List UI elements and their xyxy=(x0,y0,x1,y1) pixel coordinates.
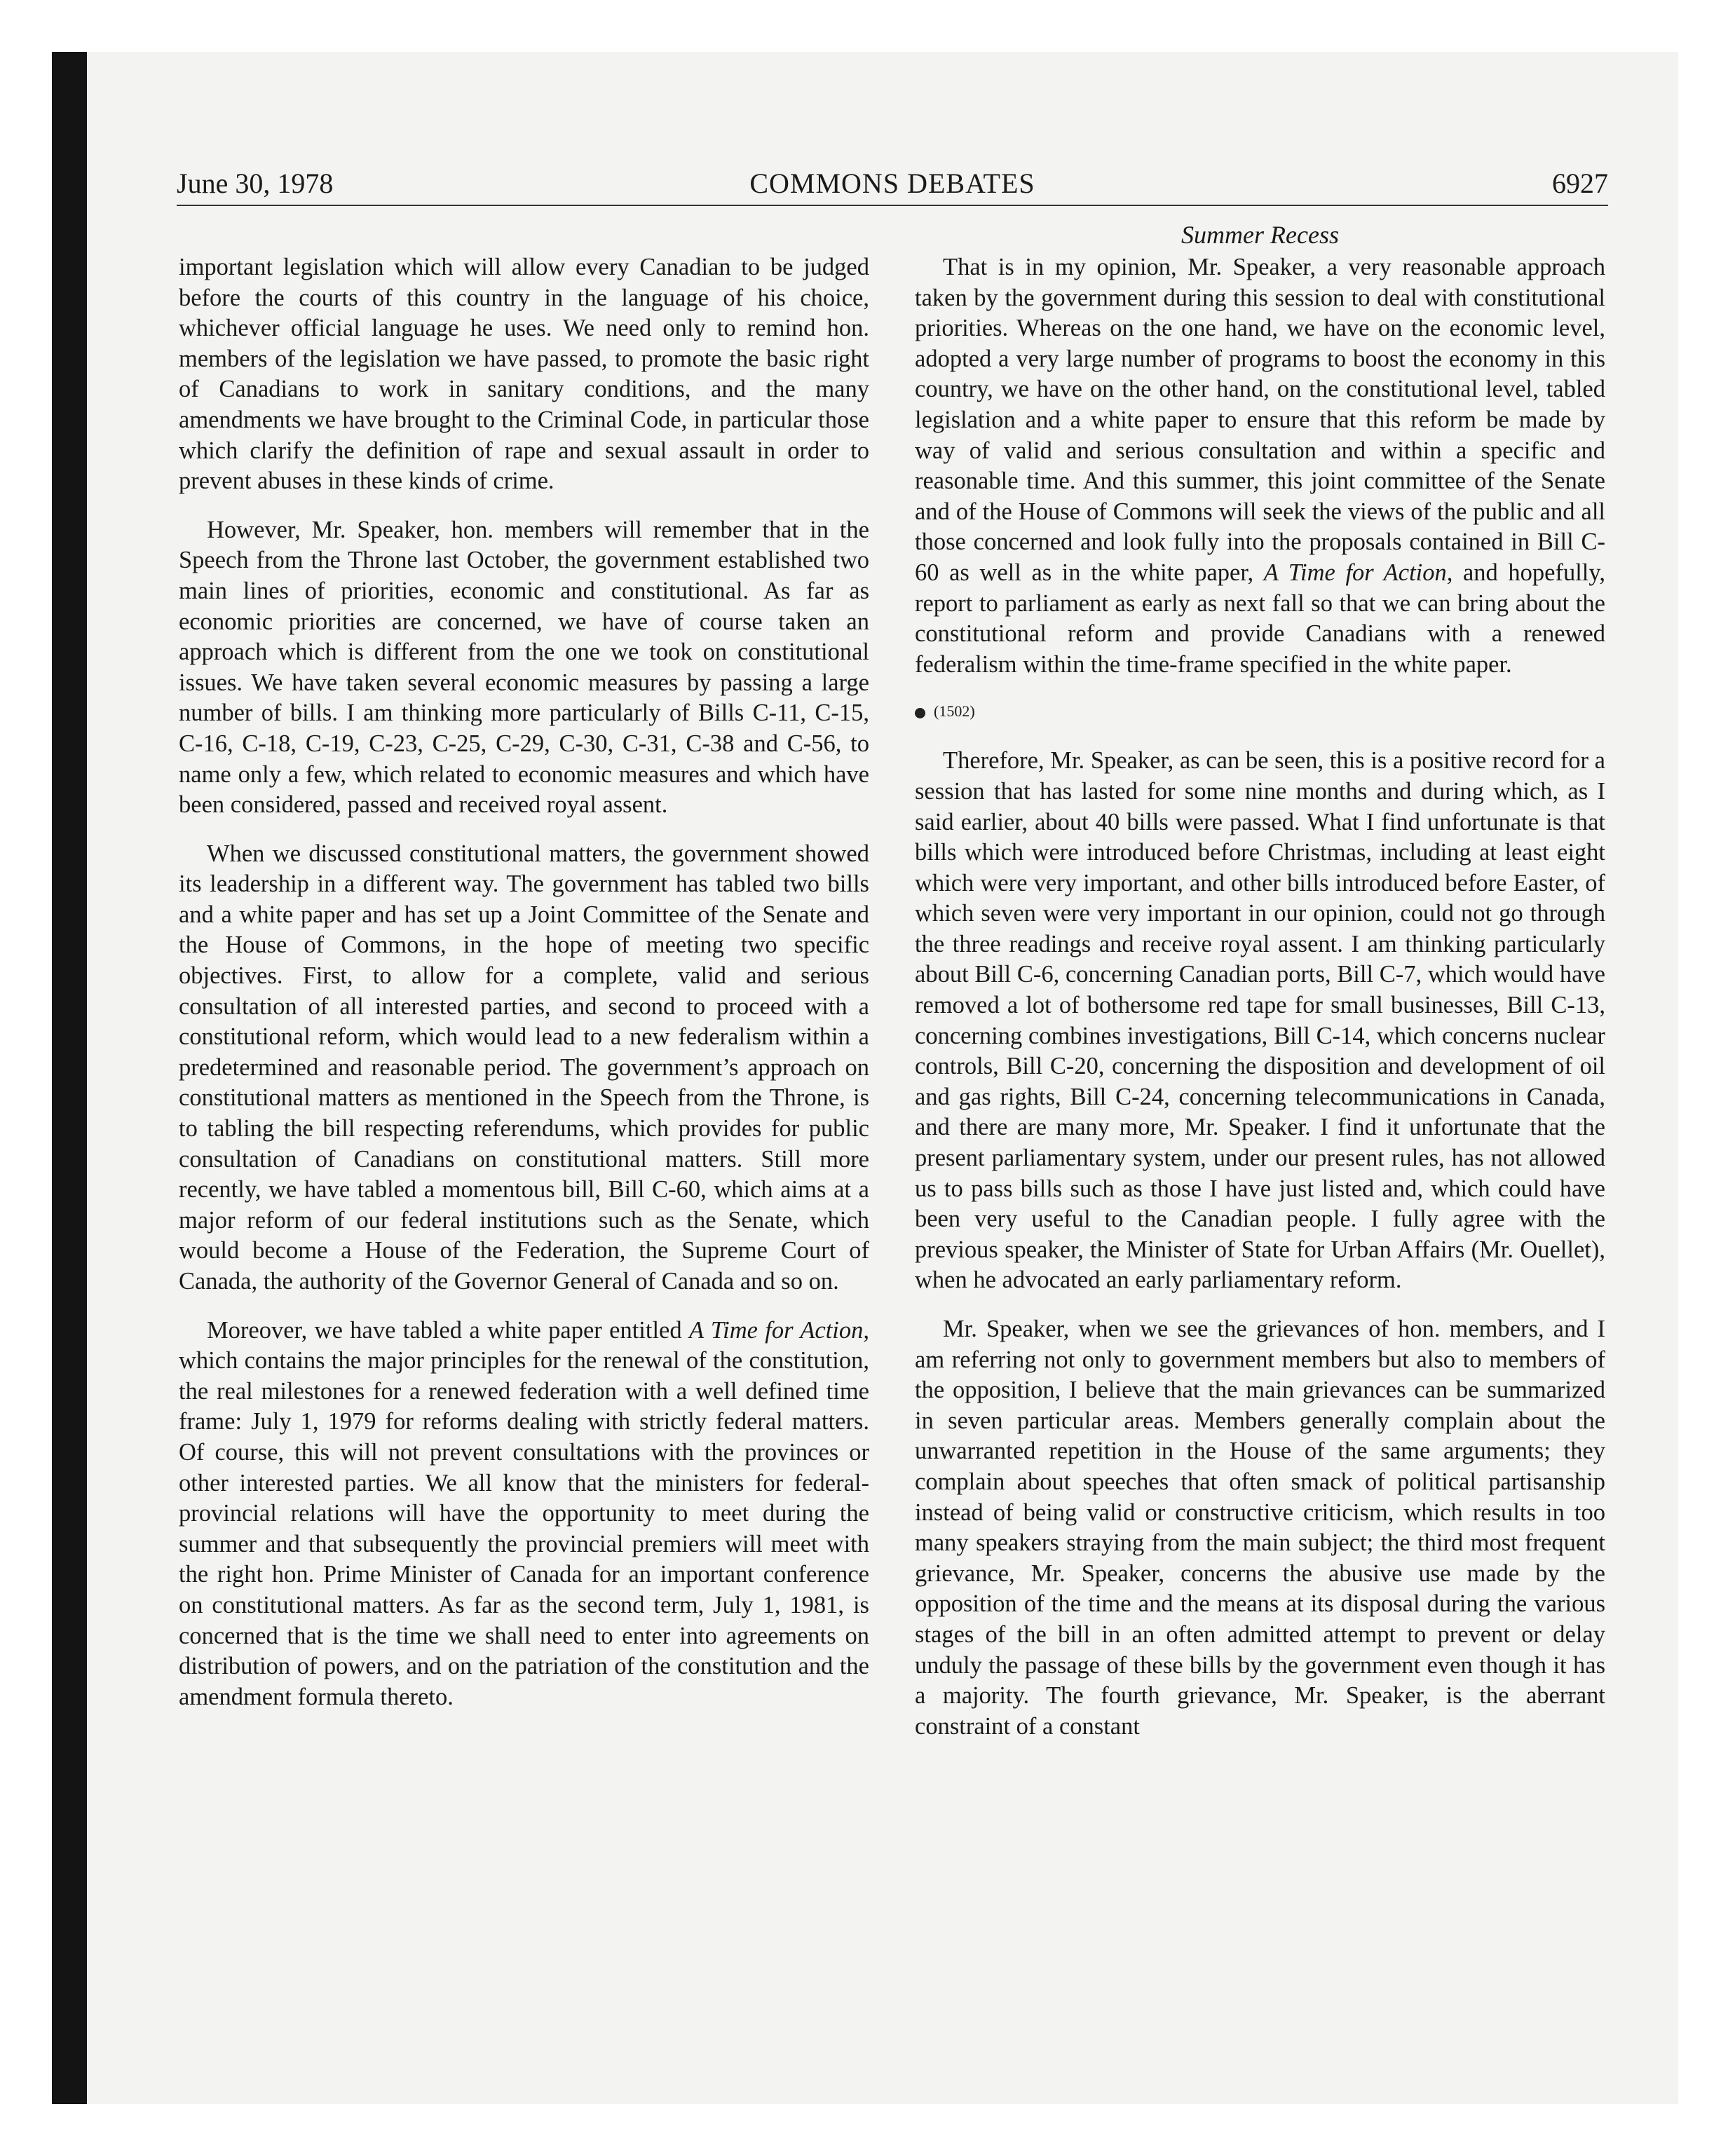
page-header xyxy=(177,163,1608,206)
paragraph-text: which contains the major principles for the renewal of the constitution, the real milestones for a renewed federation with a well defined time frame: July 1, 1979 for reforms dealing with strictly federal matters. Of course, this will not prevent consultations with the provinces or other interested parties. We all know that the ministers for federal-provincial relations will have the opportunity to meet during the summer and that subsequently the provincial premiers will meet with the right hon. Prime Minister of Canada for an important conference on constitutional matters. As far as the second term, July 1, 1981, is concerned that is the time we shall need to enter into agreements on distribution of powers, and on the patriation of the constitution and the amendment formula thereto. xyxy=(179,1347,869,1710)
right-column xyxy=(915,217,1605,1760)
right-paragraph-2: Therefore, Mr. Speaker, as can be seen, this is a positive record for a session that has lasted for some nine months and during which, as I said earlier, about 40 bills were passed. What I find unfortunate is that bills which were introduced before Christmas, including at least eight which were very important, and other bills introduced before Easter, of which seven were very important in our opinion, could not go through the three readings and receive royal assent. I am thinking particularly about Bill C-6, concerning Canadian ports, Bill C-7, which would have removed a lot of bothersome red tape for small businesses, Bill C-13, concerning combines investigations, Bill C-14, which concerns nuclear controls, Bill C-20, concerning the disposition and development of oil and gas rights, Bill C-24, concerning telecommunications in Canada, and there are many more, Mr. Speaker. I find it unfortunate that the present parliamentary system, under our present rules, has not allowed us to pass bills such as those I have just listed and, which could have been very useful to the Canadian people. I fully agree with the previous speaker, the Minister of State for Urban Affairs (Mr. Ouellet), when he advocated an early parliamentary reform. xyxy=(915,747,1605,1294)
header-journal-title: COMMONS DEBATES xyxy=(749,168,1035,199)
right-paragraph-3: Mr. Speaker, when we see the grievances of hon. members, and I am referring not only to government members but also to members of the opposition, I believe that the main grievances can be summarized in seven particular areas. Members generally complain about the unwarranted repetition in the House of the same arguments; they complain about speeches that often smack of political partisanship instead of being valid or constructive criticism, which results in too many speakers straying from the main subject; the third most frequent grievance, Mr. Speaker, concerns the abusive use made by the opposition of the time and the means at its disposal during the various stages of the bill in an often admitted attempt to prevent or delay unduly the passage of these bills by the government even though it has a majority. The fourth grievance, Mr. Speaker, is the aberrant constraint of a constant xyxy=(915,1316,1605,1740)
header-date: June 30, 1978 xyxy=(177,168,334,199)
binding-edge xyxy=(52,52,87,2104)
white-paper-title: A Time for Action, xyxy=(1263,559,1453,586)
left-paragraph-1: important legislation which will allow every Canadian to be judged before the courts of this country in the language of his choice, whichever official language he uses. We need only to remind hon. members of the legislation we have passed, to promote the basic right of Canadians to work in sanitary conditions, and the many amendments we have brought to the Criminal Code, in particular those which clarify the definition of rape and sexual assault in order to prevent abuses in these kinds of crime. xyxy=(179,254,869,495)
header-page-number: 6927 xyxy=(1552,168,1608,199)
white-paper-title: A Time for Action, xyxy=(689,1316,870,1344)
left-column xyxy=(179,252,869,1731)
paragraph-text: and hopefully, report to parliament as early as next fall so that we can bring about the constitutional reform and provide Canadians with a renewed federalism within the time-frame specified in the white paper. xyxy=(915,559,1605,678)
bullet-icon xyxy=(915,708,925,718)
right-paragraph-1 xyxy=(915,252,1605,680)
paragraph-text: Moreover, we have tabled a white paper entitled xyxy=(207,1316,689,1344)
time-marker xyxy=(915,698,1605,725)
left-paragraph-3: When we discussed constitutional matters, the government showed its leadership in a different way. The government has tabled two bills and a white paper and has set up a Joint Committee of the Senate and the House of Commons, in the hope of meeting two specific objectives. First, to allow for a complete, valid and serious consultation of all interested parties, and second to proceed with a constitutional reform, which would lead to a new federalism within a predetermined and reasonable period. The government’s approach on constitutional matters as mentioned in the Speech from the Throne, is to tabling the bill respecting referendums, which provides for public consultation of Canadians on constitutional matters. Still more recently, we have tabled a momentous bill, Bill C-60, which aims at a major reform of our federal institutions such as the Senate, which would become a House of the Federation, the Supreme Court of Canada, the authority of the Governor General of Canada and so on. xyxy=(179,840,869,1295)
paragraph-text: That is in my opinion, Mr. Speaker, a very reasonable approach taken by the government during this session to deal with constitutional priorities. Whereas on the one hand, we have on the economic level, adopted a very large number of programs to boost the economy in this country, we have on the other hand, on the constitutional level, tabled legislation and a white paper to ensure that this reform be made by way of valid and serious consultation and within a specific and reasonable time. And this summer, this joint committee of the Senate and of the House of Commons will seek the views of the public and all those concerned and look fully into the proposals contained in Bill C-60 as well as in the white paper, xyxy=(915,254,1605,586)
left-paragraph-2: However, Mr. Speaker, hon. members will remember that in the Speech from the Throne last October, the government established two main lines of priorities, economic and constitutional. As far as economic priorities are concerned, we have of course taken an approach which is different from the one we took on constitutional issues. We have taken several economic measures by passing a large number of bills. I am thinking more particularly of Bills C-11, C-15, C-16, C-18, C-19, C-23, C-25, C-29, C-30, C-31, C-38 and C-56, to name only a few, which related to economic measures and which have been considered, passed and received royal assent. xyxy=(179,516,869,819)
time-marker-text: (1502) xyxy=(934,702,975,721)
section-heading: Summer Recess xyxy=(1181,221,1339,249)
left-paragraph-4 xyxy=(179,1316,869,1713)
